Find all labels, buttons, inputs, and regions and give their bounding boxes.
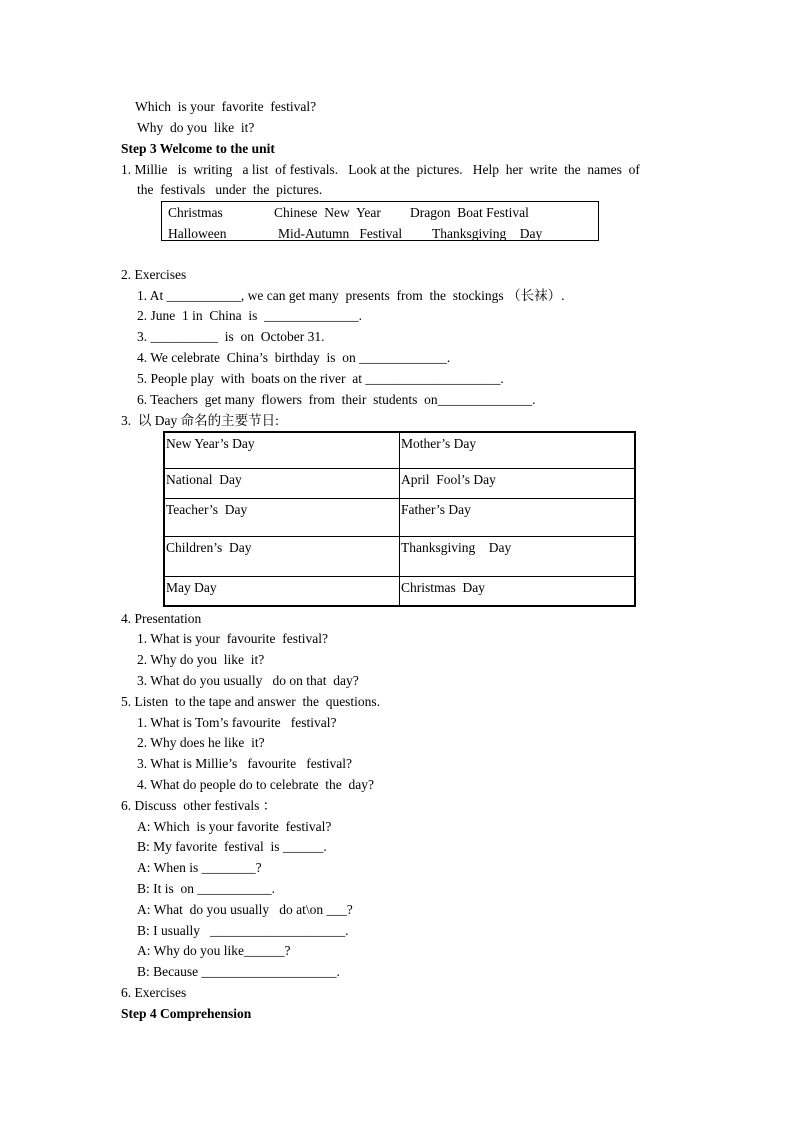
presentation-item: 3. What do you usually do on that day? [137,673,359,688]
dialogue-line: B: It is on ___________. [137,881,276,896]
presentation-item: 2. Why do you like it? [137,652,265,667]
discuss-heading: 6. Discuss other festivals ： [121,798,277,813]
listen-item: 1. What is Tom’s favourite festival? [137,715,337,730]
festival-name: Chinese New Year [274,205,381,220]
dialogue-line: A: When is ________? [137,860,262,875]
step4-heading: Step 4 Comprehension [121,1006,252,1021]
exercise-item: 5. People play with boats on the river at ____________________. [137,371,504,386]
task1-line2: the festivals under the pictures. [137,182,323,197]
dialogue-line: B: I usually ____________________. [137,923,349,938]
exercise-item: 1. At ___________, we can get many presents from the stockings （长袜）. [137,288,565,303]
presentation-item: 1. What is your favourite festival? [137,631,328,646]
table-cell: Christmas Day [400,576,636,606]
festival-name: Mid-Autumn Festival [278,226,403,241]
festival-name: Halloween [168,226,227,241]
exercise-item: 2. June 1 in China is ______________. [137,308,362,323]
exercise-item: 4. We celebrate China’s birthday is on _____________. [137,350,451,365]
listen-item: 4. What do people do to celebrate the day? [137,777,375,792]
listen-heading: 5. Listen to the tape and answer the questions. [121,694,381,709]
dialogue-line: A: Why do you like______? [137,943,291,958]
presentation-heading: 4. Presentation [121,611,202,626]
day-table-heading: 3. 以 Day 命名的主要节日: [121,413,279,428]
table-cell: New Year’s Day [164,432,400,468]
festival-names-box [161,201,599,241]
table-cell: Teacher’s Day [164,498,400,536]
dialogue-line: A: Which is your favorite festival? [137,819,332,834]
table-cell: Father’s Day [400,498,636,536]
exercises-heading: 2. Exercises [121,267,187,282]
exercise-item: 6. Teachers get many flowers from their students on______________. [137,392,536,407]
festival-name: Dragon Boat Festival [410,205,529,220]
table-cell: April Fool’s Day [400,468,636,498]
step3-heading: Step 3 Welcome to the unit [121,141,275,156]
table-cell: Thanksgiving Day [400,536,636,576]
intro-question-1: Which is your favorite festival? [135,99,317,114]
intro-question-2: Why do you like it? [137,120,255,135]
day-festivals-table [163,431,636,607]
festival-name: Thanksgiving Day [432,226,543,241]
table-cell: May Day [164,576,400,606]
dialogue-line: B: My favorite festival is ______. [137,839,327,854]
table-cell: Mother’s Day [400,432,636,468]
table-cell: National Day [164,468,400,498]
dialogue-line: A: What do you usually do at\on ___? [137,902,353,917]
listen-item: 2. Why does he like it? [137,735,265,750]
exercises-heading-2: 6. Exercises [121,985,187,1000]
exercise-item: 3. __________ is on October 31. [137,329,325,344]
table-cell: Children’s Day [164,536,400,576]
task1-line1: 1. Millie is writing a list of festivals. Look at the pictures. Help her write the names of [121,162,640,177]
listen-item: 3. What is Millie’s favourite festival? [137,756,352,771]
dialogue-line: B: Because ____________________. [137,964,340,979]
festival-name: Christmas [168,205,223,220]
